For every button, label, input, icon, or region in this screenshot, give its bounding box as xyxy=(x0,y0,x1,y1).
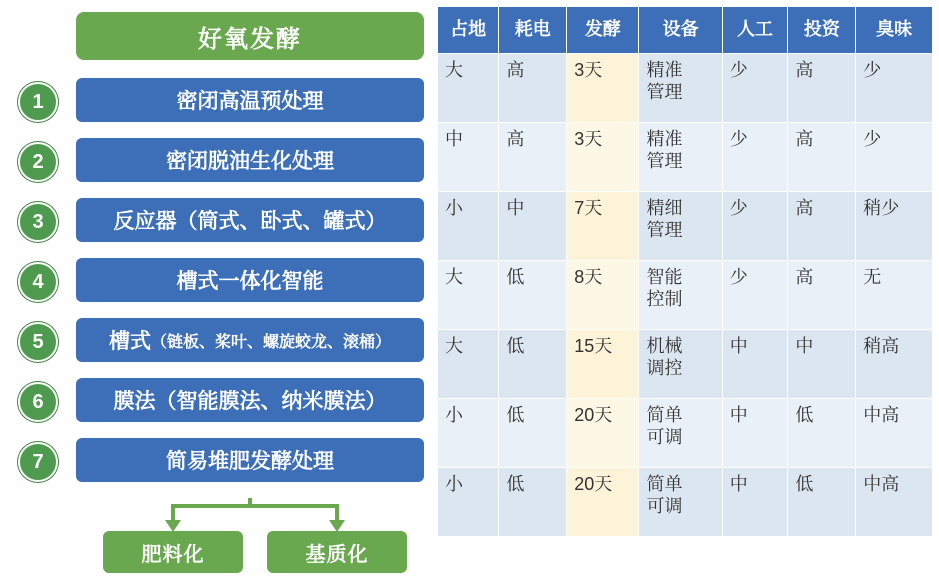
cell-odor: 无 xyxy=(856,261,933,330)
table-header-labor: 人工 xyxy=(722,7,788,54)
step-box-5[interactable] xyxy=(76,318,424,362)
step-label-1: 密闭高温预处理 xyxy=(176,90,324,113)
table-row xyxy=(438,123,933,192)
cell-power: 低 xyxy=(499,261,567,330)
cell-equipment: 简单 可调 xyxy=(639,468,722,537)
step-label-2: 密闭脱油生化处理 xyxy=(166,150,334,173)
cell-investment: 低 xyxy=(788,399,856,468)
step-number-4: 4 xyxy=(18,262,58,302)
cell-odor: 少 xyxy=(856,123,933,192)
cell-land: 大 xyxy=(438,330,499,399)
cell-power: 低 xyxy=(499,468,567,537)
cell-power: 高 xyxy=(499,123,567,192)
result-box-fertilizer[interactable]: 肥料化 xyxy=(103,531,243,573)
step-box-6[interactable] xyxy=(76,378,424,422)
cell-land: 小 xyxy=(438,192,499,261)
cell-equipment: 机械 调控 xyxy=(639,330,722,399)
cell-odor: 稍少 xyxy=(856,192,933,261)
step-label-6: 膜法（智能膜法、纳米膜法） xyxy=(113,390,387,413)
step-sublabel-5: （链板、桨叶、螺旋蛟龙、滚桶） xyxy=(150,333,391,351)
cell-fermentation: 3天 xyxy=(567,54,639,123)
cell-power: 中 xyxy=(499,192,567,261)
cell-labor: 中 xyxy=(722,330,788,399)
step-box-7[interactable] xyxy=(76,438,424,482)
cell-land: 中 xyxy=(438,123,499,192)
table-row xyxy=(438,261,933,330)
step-label-3: 反应器（筒式、卧式、罐式） xyxy=(113,210,387,233)
cell-fermentation: 20天 xyxy=(567,468,639,537)
cell-fermentation: 15天 xyxy=(567,330,639,399)
step-number-7: 7 xyxy=(18,442,58,482)
step-label-5: 槽式 xyxy=(108,330,151,353)
comparison-table-wrapper xyxy=(437,6,933,514)
table-header-odor: 臭味 xyxy=(856,7,933,54)
step-number-2: 2 xyxy=(18,142,58,182)
cell-labor: 少 xyxy=(722,261,788,330)
cell-investment: 高 xyxy=(788,192,856,261)
cell-investment: 高 xyxy=(788,261,856,330)
step-label-4: 槽式一体化智能 xyxy=(176,270,324,293)
branch-arrows-icon xyxy=(76,498,424,534)
cell-fermentation: 7天 xyxy=(567,192,639,261)
cell-investment: 低 xyxy=(788,468,856,537)
cell-equipment: 智能 控制 xyxy=(639,261,722,330)
comparison-table xyxy=(437,6,933,537)
step-box-3[interactable] xyxy=(76,198,424,242)
table-header-power: 耗电 xyxy=(499,7,567,54)
process-flow-diagram xyxy=(0,0,432,584)
cell-power: 低 xyxy=(499,330,567,399)
table-header-equipment: 设备 xyxy=(639,7,722,54)
step-number-1: 1 xyxy=(18,82,58,122)
step-number-5: 5 xyxy=(18,322,58,362)
step-box-4[interactable] xyxy=(76,258,424,302)
table-row xyxy=(438,399,933,468)
cell-land: 小 xyxy=(438,468,499,537)
cell-land: 小 xyxy=(438,399,499,468)
cell-fermentation: 20天 xyxy=(567,399,639,468)
cell-power: 低 xyxy=(499,399,567,468)
cell-land: 大 xyxy=(438,54,499,123)
table-row xyxy=(438,468,933,537)
cell-fermentation: 8天 xyxy=(567,261,639,330)
cell-odor: 中高 xyxy=(856,399,933,468)
cell-equipment: 简单 可调 xyxy=(639,399,722,468)
cell-investment: 中 xyxy=(788,330,856,399)
cell-odor: 中高 xyxy=(856,468,933,537)
cell-labor: 中 xyxy=(722,468,788,537)
cell-equipment: 精准 管理 xyxy=(639,54,722,123)
step-number-3: 3 xyxy=(18,202,58,242)
cell-labor: 中 xyxy=(722,399,788,468)
table-row xyxy=(438,330,933,399)
cell-labor: 少 xyxy=(722,192,788,261)
step-box-1[interactable] xyxy=(76,78,424,122)
cell-equipment: 精细 管理 xyxy=(639,192,722,261)
cell-fermentation: 3天 xyxy=(567,123,639,192)
step-box-2[interactable] xyxy=(76,138,424,182)
cell-power: 高 xyxy=(499,54,567,123)
step-label-7: 简易堆肥发酵处理 xyxy=(166,450,334,473)
result-box-substrate[interactable]: 基质化 xyxy=(267,531,407,573)
table-header-row xyxy=(438,7,933,54)
cell-investment: 高 xyxy=(788,54,856,123)
cell-investment: 高 xyxy=(788,123,856,192)
cell-odor: 稍高 xyxy=(856,330,933,399)
step-number-6: 6 xyxy=(18,382,58,422)
table-row xyxy=(438,54,933,123)
table-header-land: 占地 xyxy=(438,7,499,54)
flow-title: 好氧发酵 xyxy=(76,12,424,60)
cell-labor: 少 xyxy=(722,123,788,192)
cell-equipment: 精准 管理 xyxy=(639,123,722,192)
cell-odor: 少 xyxy=(856,54,933,123)
table-header-investment: 投资 xyxy=(788,7,856,54)
table-header-fermentation: 发酵 xyxy=(567,7,639,54)
cell-labor: 少 xyxy=(722,54,788,123)
cell-land: 大 xyxy=(438,261,499,330)
table-row xyxy=(438,192,933,261)
